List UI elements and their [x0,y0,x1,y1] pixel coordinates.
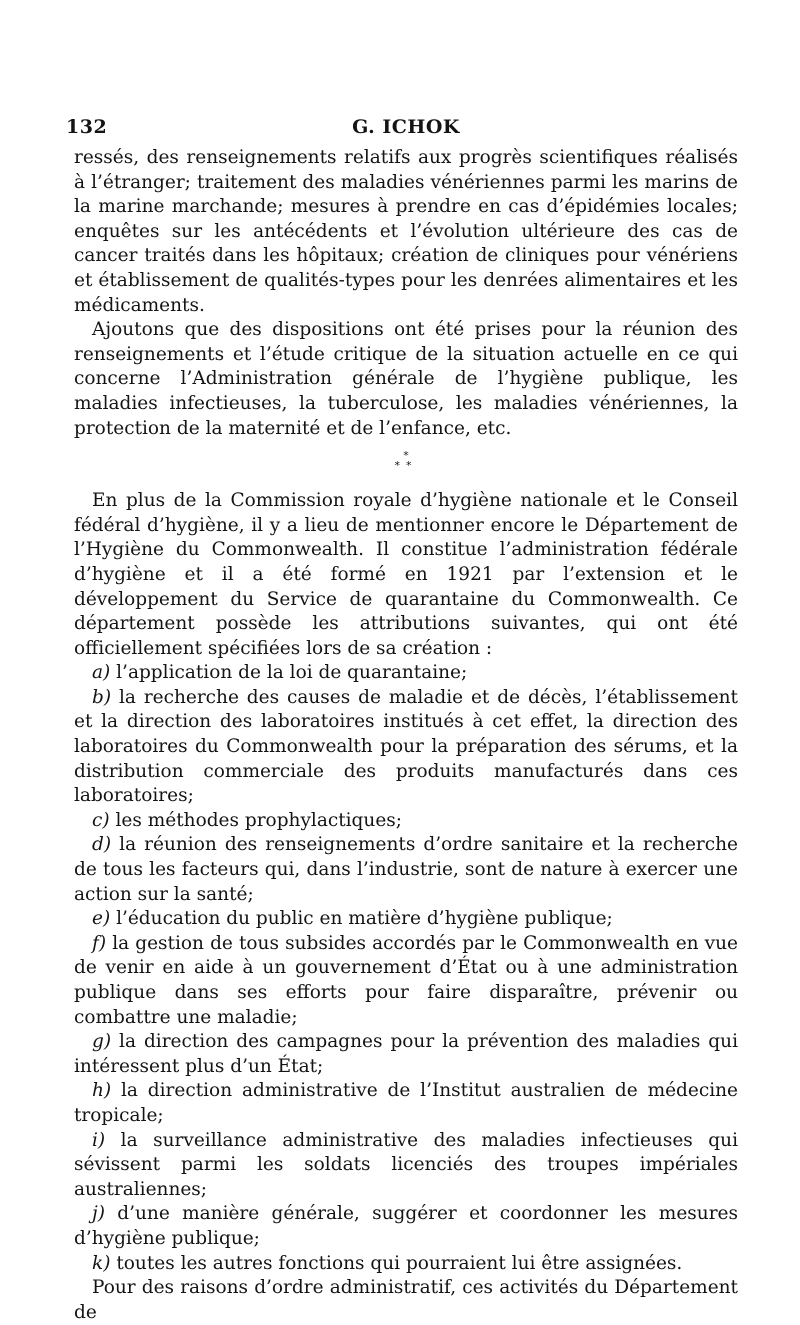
list-item-letter: e) [92,908,111,930]
list-item-letter: k) [92,1252,111,1274]
list-item [74,1079,738,1128]
list-item-letter: j) [92,1203,105,1225]
list-item [74,907,738,932]
list-item-text: la surveillance administrative des maladies infectieuses qui sévissent parmi les soldats licenciés des troupes impériales australiennes; [74,1129,738,1200]
running-title: G. ICHOK [352,116,460,138]
list-item-text: toutes les autres fonctions qui pourraient lui être assignées. [116,1252,683,1274]
list-item [74,1129,738,1203]
asterism-top: * [403,449,409,463]
list-item-text: l’application de la loi de quarantaine; [116,662,468,684]
attributions-list [74,661,738,1276]
list-item-text: l’éducation du public en matière d’hygiène publique; [116,908,613,930]
list-item-letter: h) [92,1080,112,1102]
list-item-letter: c) [92,809,110,831]
list-item-text: d’une manière générale, suggérer et coordonner les mesures d’hygiène publique; [74,1203,738,1249]
asterism-bottom: ** [394,459,418,473]
list-item-letter: g) [92,1031,112,1053]
list-item-letter: i) [92,1129,106,1151]
list-item-text: la recherche des causes de maladie et de décès, l’établissement et la direction des laboratoires institués à cet effet, la direction des laboratoires du Commonwealth pour la préparation des sérums, et la distribution commerciale des produits manufacturés dans ces laboratoires; [74,686,738,807]
book-page [66,116,739,1325]
paragraph-continued: ressés, des renseignements relatifs aux progrès scientifiques réalisés à l’étranger; traitement des maladies vénériennes parmi les marins de la marine marchande; mesures à prendre en cas d’épidémies locales; enquêtes sur les antécédents et l’évolution ultérieure des cas de cancer traités dans les hôpitaux; création de cliniques pour vénériens et établissement de qualités-types pour les denrées alimentaires et les médicaments. [74,147,738,316]
list-item [74,1252,738,1277]
body-text [74,146,738,1325]
list-item [74,661,738,686]
list-item-text: la direction des campagnes pour la prévention des maladies qui intéressent plus d’un État; [74,1031,738,1077]
list-item-letter: a) [92,662,111,684]
list-item-letter: f) [92,932,107,954]
list-item [74,809,738,834]
list-item-text: les méthodes prophylactiques; [115,809,402,831]
page-number: 132 [66,116,108,138]
paragraph-dispositions: Ajoutons que des dispositions ont été prises pour la réunion des renseignements et l’étude critique de la situation actuelle en ce qui concerne l’Administration générale de l’hygiène publique, les maladies infectieuses, la tuberculose, les maladies vénériennes, la protection de la maternité et de l’enfance, etc. [74,319,738,439]
list-item-text: la direction administrative de l’Institut australien de médecine tropicale; [74,1080,738,1126]
paragraph-section-intro: En plus de la Commission royale d’hygiène nationale et le Conseil fédéral d’hygiène, il y a lieu de mentionner encore le Département de l’Hygiène du Commonwealth. Il constitue l’administration fédérale d’hygiène et il a été formé en 1921 par l’extension et le développement du Service de quarantaine du Commonwealth. Ce département possède les attributions suivantes, qui ont été officiellement spécifiées lors de sa création : [74,490,738,659]
list-item-letter: d) [92,834,112,856]
list-item-text: la réunion des renseignements d’ordre sanitaire et la recherche de tous les facteurs qui, dans l’industrie, sont de nature à exercer une action sur la santé; [74,834,739,905]
list-item-letter: b) [92,686,112,708]
list-item-text: la gestion de tous subsides accordés par le Commonwealth en vue de venir en aide à un gouvernement d’État ou à une administration publique dans ses efforts pour faire disparaître, prévenir ou combattre une maladie; [74,932,738,1028]
list-item [74,1202,738,1251]
list-item [74,833,738,907]
page-header [66,116,738,146]
list-item [74,686,738,809]
section-break-asterism [74,441,738,489]
list-item [74,932,738,1030]
paragraph-closing: Pour des raisons d’ordre administratif, ces activités du Département de [74,1277,738,1323]
list-item [74,1030,738,1079]
